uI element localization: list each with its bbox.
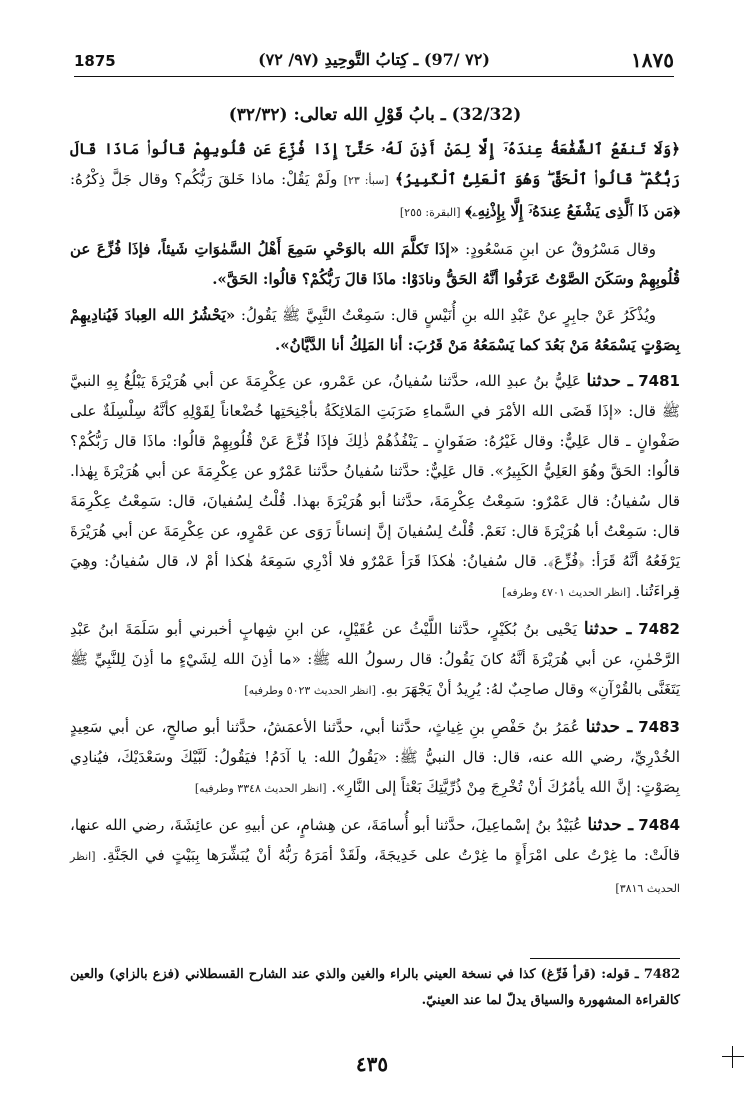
hadith-7481: [70, 366, 680, 608]
hadith-cross-ref: [انظر الحديث ٣٣٤٨ وطرفيه]: [194, 782, 327, 795]
header-book-title: (٧٢ /97) ـ كِتابُ التَّوحِيدِ (٩٧/ ٧٢): [258, 50, 490, 69]
masruq-quote: «إذَا تَكلَّمَ الله بالوَحْيِ سَمِعَ أَهْلُ السَّمٰوَاتِ شَيئاً، فإذَا فُزِّعَ عن قُلُوبِهِمْ وسَكَنَ الصَّوْتُ عَرَفُوا أنَّهُ الحَقُّ ونادَوْا: ماذَا قالَ رَبُّكُمْ؟ قالُوا: الحَقَّ».: [70, 240, 680, 288]
masruq-paragraph: [70, 234, 680, 294]
page-header: [74, 46, 674, 77]
hadith-cross-ref: [انظر الحديث ٥٠٢٣ وطرفيه]: [244, 684, 376, 697]
hadith-7483: [70, 712, 680, 804]
masruq-intro: وقال مَسْرُوقٌ عن ابنِ مَسْعُودٍ:: [465, 240, 656, 258]
footnote: 7482 ـ قوله: (قرأ فَرِّغ) كذا في نسخة العيني بالراء والغين والذي عند الشارح القسطلاني (فزع بالزاي) والعين كالقراءة المشهورة والسياق يدلّ لما عند العينيّ.: [70, 967, 680, 1008]
header-page-number-arabic: ١٨٧٥: [631, 48, 674, 72]
quran-verse-1: ﴿وَلَا تَنفَعُ ٱلشَّفَٰعَةُ عِندَهُۥٓ إِلَّا لِمَنْ أَذِنَ لَهُۥ حَتَّىٰٓ إِذَا فُزِّعَ عَن قُلُوبِهِمْ قَالُوا۟ مَاذَا قَالَ رَبُّكُمْ ۖ قَالُوا۟ ٱلْحَقَّ ۖ وَهُوَ ٱلْعَلِىُّ ٱلْكَبِيرُ﴾: [70, 140, 680, 188]
hadith-text: عُبَيْدُ بنُ إسْماعِيلَ، حدَّثنا أبو أُسامَةَ، عن هِشامٍ، عن أبيهِ عن عائِشَةَ، رضي الله عنها، قالَتْ: ما غِرْتُ على امْرَأَةٍ ما غِرْتُ على خَدِيجَةَ، ولَقَدْ أمَرَهُ رَبُّهُ أنْ يُبَشِّرَها بِبَيْتٍ في الجَنَّةِ.: [70, 816, 680, 864]
commentary-text: ولَمْ يَقُلْ: ماذا خَلقَ رَبُّكُم؟ وقال جَلَّ ذِكْرُهُ:: [70, 170, 338, 188]
hadith-lead: ـ حدثنا: [586, 371, 633, 391]
hadith-text: عَلِيُّ بنُ عبدِ الله، حدَّثنا سُفيانُ، عن عَمْرو، عن عِكْرِمَةَ عن أبي هُرَيْرَةَ يَبْلُغُ بِهِ النبيَّ ﷺ قال: «إذَا قَضَى الله الأمْرَ في السَّماءِ ضَرَبَتِ المَلائِكَةُ بأجْنِحَتِها خُضْعاناً لِقَوْلِهِ كأنَّهُ سِلْسِلَةٌ على صَفْوانٍ ـ قال عَلِيٌّ: وقال غَيْرُهُ: صَفَوانٍ ـ يَنْفُذُهُمْ ذٰلِكَ فإذَا فُزِّعَ عَنْ قُلُوبِهِمْ قالُوا: ماذَا قال رَبُّكُمْ؟ قالُوا: الحَقَّ وهُوَ العَلِيُّ الكَبِيرُ». قال عَلِيٌّ: حدَّثنا سُفيانُ حدَّثنا عَمْرٌو عن عِكْرِمَةَ عن أبي هُرَيْرَةَ بِهٰذا. قال سُفيانُ: قال عَمْرٌو: سَمِعْتُ عِكْرِمَةَ، حدَّثنا أبو هُرَيْرَةَ بهذا. قُلْتُ لِسُفيانَ، قال: سَمِعْتُ عِكْرِمَةَ قال: سَمِعْتُ أبا هُرَيْرَةَ قال: نَعَمْ. قُلْتُ لِسُفيانَ إنَّ إنساناً رَوَى عن عَمْرٍو، عن عِكْرِمَةَ عن أبي هُرَيْرَةَ يَرْفَعُهُ أنَّهُ قَرَأ: ﴿فُزِّعَ﴾. قال سُفيانُ: هٰكذَا قَرَأ عَمْرٌو فلا أدْرِي سَمِعَهُ هٰكذا أمْ لا، قال سُفيانُ: وهِيَ قِراءَتُنا.: [70, 372, 680, 600]
hadith-number: 7483: [638, 718, 680, 736]
hadith-7484: [70, 810, 680, 904]
hadith-cross-ref: [انظر الحديث ٤٧٠١ وطرفه]: [502, 586, 631, 599]
jabir-quote: «يَحْشُرُ الله العِبادَ فَيُنادِيهِمْ بِصَوْتٍ يَسْمَعُهُ مَنْ بَعُدَ كما يَسْمَعُهُ مَنْ قَرُبَ: أنا المَلِكُ أنا الدَّيَّانُ».: [70, 306, 680, 354]
footnote-divider: [530, 958, 680, 959]
jabir-paragraph: [70, 300, 680, 360]
verse-ref-1: [سبأ: ٢٣]: [343, 174, 389, 187]
verse-ref-2: [البقرة: ٢٥٥]: [399, 206, 461, 219]
hadith-lead: ـ حدثنا: [583, 619, 632, 639]
header-page-number-latin: 1875: [74, 52, 116, 70]
hadith-7482: [70, 614, 680, 706]
hadith-number: 7481: [638, 372, 680, 390]
page-body: [70, 100, 680, 910]
chapter-heading: (32/32) ـ بابُ قَوْلِ الله تعالى: (٣٢/٣٢): [228, 105, 522, 125]
hadith-lead: ـ حدثنا: [587, 815, 634, 835]
hadith-number: 7482: [638, 620, 680, 638]
hadith-cross-ref: [انظر الحديث ٣٨١٦]: [70, 850, 680, 895]
crop-mark-icon: [722, 1046, 744, 1068]
page-number-bottom: ٤٣٥: [355, 1052, 389, 1076]
quran-paragraph: [70, 134, 680, 228]
jabir-intro: ويُذْكَرُ عَنْ جابِرٍ عنْ عَبْدِ الله بنِ أُنَيْسٍ قال: سَمِعْتُ النَّبِيَّ ﷺ يَقُولُ:: [240, 306, 656, 324]
hadith-lead: ـ حدثنا: [585, 717, 633, 737]
hadith-text: عُمَرُ بنُ حَفْصِ بنِ غِياثٍ، حدَّثنا أبي، حدَّثنا الأعمَشُ، حدَّثنا أبو صالحٍ، عن أبي سَعِيدٍ الخُدْرِيِّ، رضي الله عنه، قال: قال النبيُّ ﷺ: «يَقُولُ الله: يا آدَمُ! فيَقُولُ: لَبَّيْكَ وسَعْدَيْكَ، فيُنادِي بِصَوْتٍ: إنَّ الله يأمُرُكَ أنْ تُخْرِجَ مِنْ ذُرِّيَّتِكَ بَعْثاً إلى النَّارِ».: [70, 718, 680, 796]
hadith-text: يَحْيى بنُ بُكَيْرٍ، حدَّثنا اللَّيْثُ عن عُقَيْلٍ، عن ابنِ شِهابٍ أخبرني أبو سَلَمَةَ ابنُ عَبْدِ الرَّحْمٰنِ، عن أبي هُرَيْرَةَ أنَّهُ كانَ يَقُولُ: قال رسولُ الله ﷺ: «ما أذِنَ الله لِشَيْءٍ ما أذِنَ لِلنَّبِيِّ ﷺ يَتَغَنَّى بالقُرْآنِ» وقال صاحِبٌ لهُ: يُرِيدُ أنْ يَجْهَرَ بهِ.: [70, 620, 680, 698]
quran-verse-2: ﴿مَن ذَا ٱلَّذِى يَشْفَعُ عِندَهُۥٓ إِلَّا بِإِذْنِهِۦ﴾: [465, 202, 680, 220]
hadith-number: 7484: [638, 816, 681, 834]
